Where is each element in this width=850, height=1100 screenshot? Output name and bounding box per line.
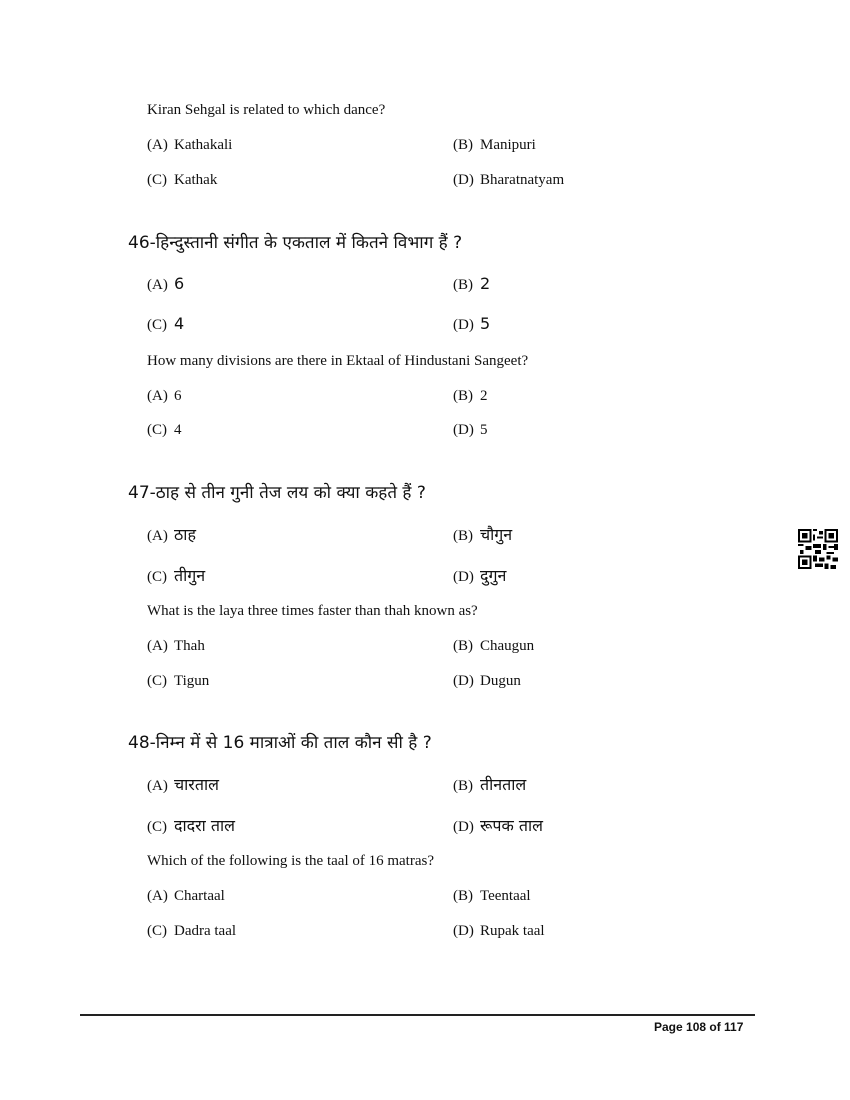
q48-en-question: Which of the following is the taal of 16 matras? (147, 853, 434, 869)
q47-hi-option-b: (B) चौगुन (453, 525, 513, 544)
q46-hi-option-c: (C) 4 (147, 314, 185, 333)
q48-hi-option-a: (A) चारताल (147, 775, 219, 794)
q46-en-question: How many divisions are there in Ektaal of Hindustani Sangeet? (147, 353, 529, 369)
q48-hi-option-c: (C) दादरा ताल (147, 816, 236, 835)
q47-en-option-d: (D) Dugun (453, 673, 521, 689)
q46-hi-option-d: (D) 5 (453, 314, 491, 333)
footer-divider (80, 1014, 755, 1016)
qr-code-icon (798, 529, 838, 569)
q46-hi-option-b: (B) 2 (453, 274, 491, 293)
q46-en-option-b: (B) 2 (453, 388, 488, 404)
page-number: Page 108 of 117 (654, 1020, 744, 1034)
q47-hi-option-c: (C) तीगुन (147, 566, 206, 585)
q45-en-option-c: (C) Kathak (147, 172, 218, 188)
q48-en-option-b: (B) Teentaal (453, 888, 531, 904)
q48-hi-option-b: (B) तीनताल (453, 775, 527, 794)
q48-en-option-a: (A) Chartaal (147, 888, 225, 904)
q47-hi-question: 47-ठाह से तीन गुनी तेज लय को क्या कहते हैं ? (128, 483, 426, 503)
q47-en-option-c: (C) Tigun (147, 673, 210, 689)
q46-en-option-a: (A) 6 (147, 388, 182, 404)
q48-hi-question: 48-निम्न में से 16 मात्राओं की ताल कौन सी है ? (128, 733, 432, 753)
q47-hi-option-a: (A) ठाह (147, 525, 196, 544)
q47-en-option-a: (A) Thah (147, 638, 205, 654)
q46-en-option-d: (D) 5 (453, 422, 488, 438)
q48-hi-option-d: (D) रूपक ताल (453, 816, 544, 835)
q47-en-option-b: (B) Chaugun (453, 638, 535, 654)
q45-en-option-b: (B) Manipuri (453, 137, 536, 153)
q47-en-question: What is the laya three times faster than thah known as? (147, 603, 478, 619)
q46-hi-option-a: (A) 6 (147, 274, 185, 293)
q46-en-option-c: (C) 4 (147, 422, 182, 438)
q45-en-option-d: (D) Bharatnatyam (453, 172, 565, 188)
q46-hi-question: 46-हिन्दुस्तानी संगीत के एकताल में कितने विभाग हैं ? (128, 233, 463, 253)
q47-hi-option-d: (D) दुगुन (453, 566, 507, 585)
q45-en-option-a: (A) Kathakali (147, 137, 233, 153)
q45-en-question: Kiran Sehgal is related to which dance? (147, 102, 386, 118)
q48-en-option-c: (C) Dadra taal (147, 923, 237, 939)
q48-en-option-d: (D) Rupak taal (453, 923, 545, 939)
